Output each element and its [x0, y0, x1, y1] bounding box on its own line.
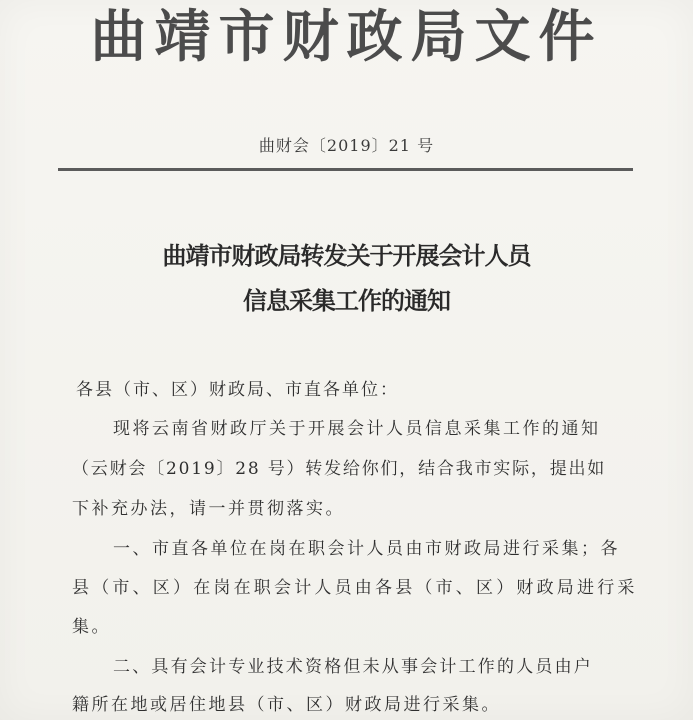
body-line: 二、具有会计专业技术资格但未从事会计工作的人员由户 — [113, 657, 593, 677]
body-line: 县（市、区）在岗在职会计人员由各县（市、区）财政局进行采 — [72, 578, 638, 598]
body-line: 下补充办法，请一并贯彻落实。 — [72, 499, 345, 519]
body-line: 一、市直各单位在岗在职会计人员由市财政局进行采集；各 — [113, 539, 620, 559]
body-line: 集。 — [72, 617, 111, 637]
header-divider — [58, 168, 633, 171]
document-number: 曲财会〔2019〕21 号 — [258, 136, 435, 155]
notice-title-line-1: 曲靖市财政局转发关于开展会计人员 — [162, 241, 531, 270]
body-line: （云财会〔2019〕28 号）转发给你们，结合我市实际，提出如 — [72, 459, 607, 479]
notice-title-line-2: 信息采集工作的通知 — [243, 286, 450, 315]
body-line: 籍所在地或居住地县（市、区）财政局进行采集。 — [72, 695, 501, 715]
agency-header-title: 曲靖市财政局文件 — [90, 5, 603, 70]
addressee: 各县（市、区）财政局、市直各单位： — [76, 380, 399, 400]
body-line: 现将云南省财政厅关于开展会计人员信息采集工作的通知 — [113, 419, 601, 439]
